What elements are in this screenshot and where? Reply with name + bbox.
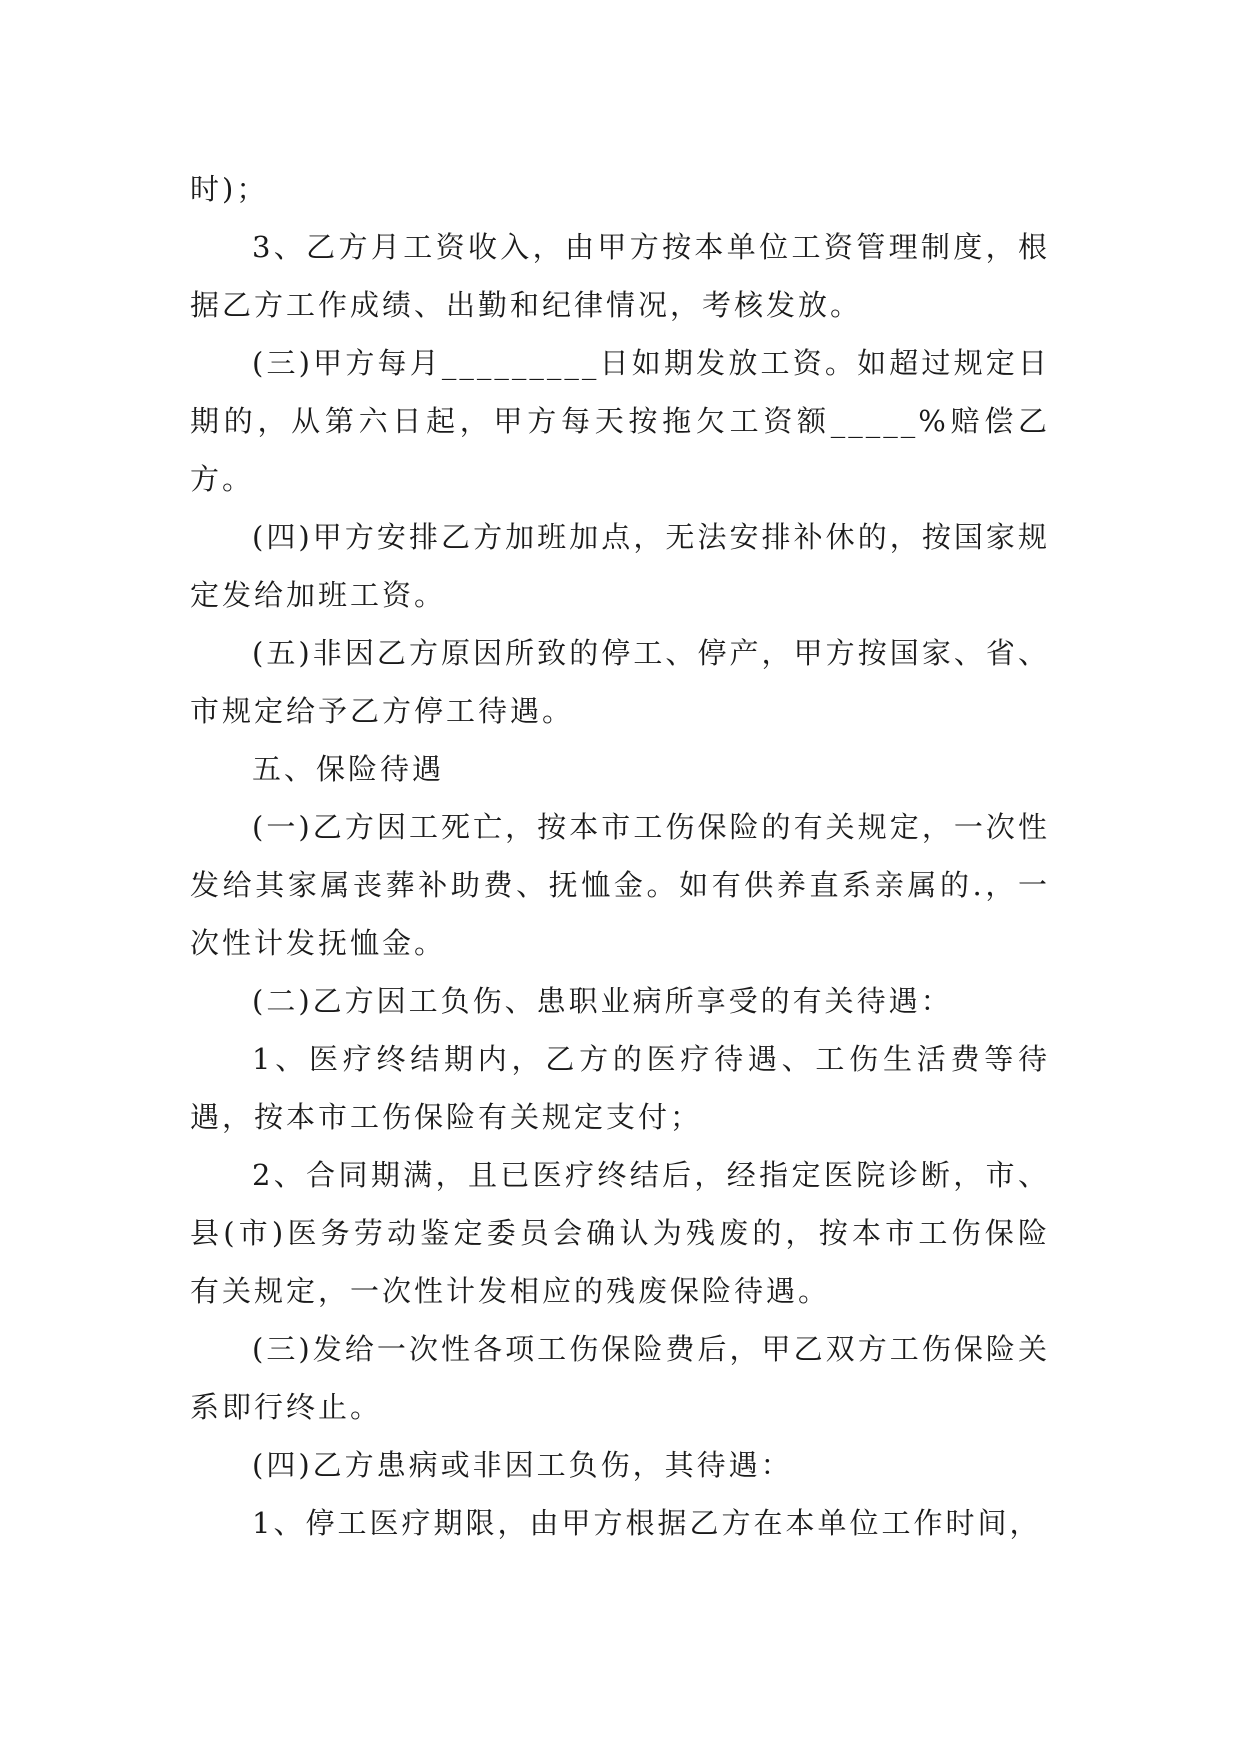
paragraph: 3、乙方月工资收入，由甲方按本单位工资管理制度，根据乙方工作成绩、出勤和纪律情况，考核发放。 [190, 230, 1050, 322]
paragraph: (四)乙方患病或非因工负伤，其待遇： [252, 1448, 793, 1482]
paragraph: (四)甲方安排乙方加班加点，无法安排补休的，按国家规定发给加班工资。 [190, 520, 1050, 612]
paragraph: (三)发给一次性各项工伤保险费后，甲乙双方工伤保险关系即行终止。 [190, 1332, 1050, 1424]
paragraph: 1、停工医疗期限，由甲方根据乙方在本单位工作时间， [252, 1506, 1042, 1540]
paragraph: 2、合同期满，且已医疗终结后，经指定医院诊断，市、县(市)医务劳动鉴定委员会确认为残废的，按本市工伤保险有关规定，一次性计发相应的残废保险待遇。 [190, 1158, 1050, 1308]
paragraph: (二)乙方因工负伤、患职业病所享受的有关待遇： [252, 984, 953, 1018]
paragraph: 1、医疗终结期内，乙方的医疗待遇、工伤生活费等待遇，按本市工伤保险有关规定支付； [190, 1042, 1050, 1134]
paragraph: 时)； [190, 172, 269, 206]
section-heading: 五、保险待遇 [252, 752, 445, 786]
paragraph: (三)甲方每月_________日如期发放工资。如超过规定日期的，从第六日起，甲方每天按拖欠工资额_____%赔偿乙方。 [190, 346, 1050, 496]
paragraph: (五)非因乙方原因所致的停工、停产，甲方按国家、省、市规定给予乙方停工待遇。 [190, 636, 1050, 728]
paragraph: (一)乙方因工死亡，按本市工伤保险的有关规定，一次性发给其家属丧葬补助费、抚恤金。如有供养直系亲属的.，一次性计发抚恤金。 [190, 810, 1050, 960]
document-body [190, 160, 1050, 1552]
